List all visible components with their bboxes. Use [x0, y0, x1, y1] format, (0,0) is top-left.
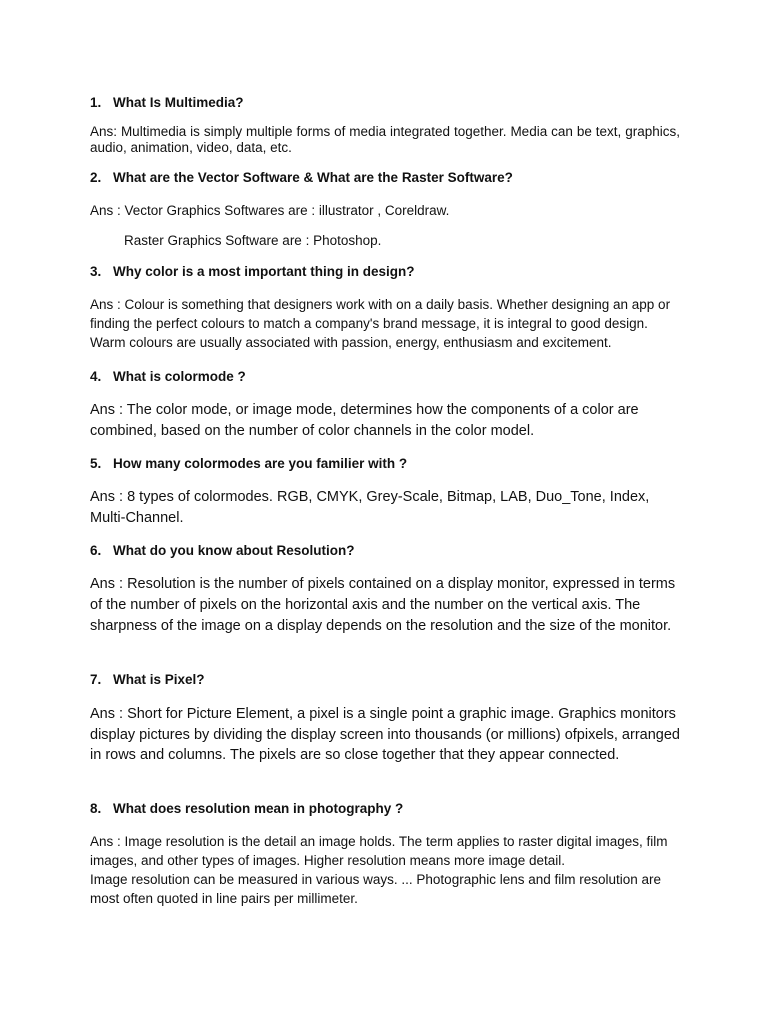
answer-line: Ans : Image resolution is the detail an image holds. The term applies to raster digital images, film images, and other types of images. Higher resolution means more image detail. [90, 834, 668, 868]
answer-paragraph-2: Ans : Vector Graphics Softwares are : illustrator , Coreldraw. [90, 203, 450, 218]
question-heading-3 [90, 263, 698, 281]
answer-paragraph-6: Ans : Resolution is the number of pixels contained on a display monitor, expressed in terms of the number of pixels on the horizontal axis and the number on the vertical axis. The sharpness of the image on a display depends on the resolution and the size of the monitor. [90, 576, 676, 634]
answer-paragraph-1: Ans: Multimedia is simply multiple forms of media integrated together. Media can be text, graphics, audio, animation, video, data, etc. [90, 124, 680, 155]
question-title: What does resolution mean in photography ? [113, 801, 404, 816]
question-number: 8. [90, 801, 102, 816]
answer-paragraph-2b: Raster Graphics Software are : Photoshop. [124, 233, 382, 248]
question-number: 2. [90, 170, 102, 185]
question-number: 1. [90, 95, 102, 110]
question-title: What is colormode ? [113, 369, 246, 384]
question-title: Why color is a most important thing in design? [113, 264, 415, 279]
question-title: How many colormodes are you familier with ? [113, 456, 408, 471]
answer-line: Image resolution can be measured in various ways. ... Photographic lens and film resolution are most often quoted in line pairs per millimeter. [90, 872, 662, 906]
question-heading-2 [90, 169, 698, 187]
question-title: What are the Vector Software & What are the Raster Software? [113, 170, 513, 185]
question-heading-5 [90, 455, 698, 473]
question-heading-7 [90, 671, 698, 689]
question-title: What is Pixel? [113, 672, 205, 687]
question-title: What Is Multimedia? [113, 95, 244, 110]
question-number: 7. [90, 672, 102, 687]
question-heading-6 [90, 542, 698, 560]
answer-paragraph-4: Ans : The color mode, or image mode, determines how the components of a color are combined, based on the number of color channels in the color model. [90, 402, 639, 439]
question-number: 6. [90, 543, 102, 558]
answer-paragraph-8 [90, 832, 680, 908]
question-heading-4 [90, 368, 698, 386]
question-number: 4. [90, 369, 102, 384]
question-heading-8 [90, 800, 698, 818]
question-number: 3. [90, 264, 102, 279]
question-title: What do you know about Resolution? [113, 543, 355, 558]
answer-paragraph-3: Ans : Colour is something that designers work with on a daily basis. Whether designing an app or finding the perfect colours to match a company's brand message, it is integral to good design. Warm colours are usually associated with passion, energy, enthusiasm and excitement. [90, 297, 671, 350]
answer-paragraph-5: Ans : 8 types of colormodes. RGB, CMYK, Grey-Scale, Bitmap, LAB, Duo_Tone, Index, Multi-Channel. [90, 489, 650, 526]
question-number: 5. [90, 456, 102, 471]
question-heading-1 [90, 94, 698, 112]
answer-paragraph-7: Ans : Short for Picture Element, a pixel is a single point a graphic image. Graphics monitors display pictures by dividing the display screen into thousands (or millions) ofpixels, arranged in rows and columns. The pixels are so close together that they appear connected. [90, 706, 680, 763]
